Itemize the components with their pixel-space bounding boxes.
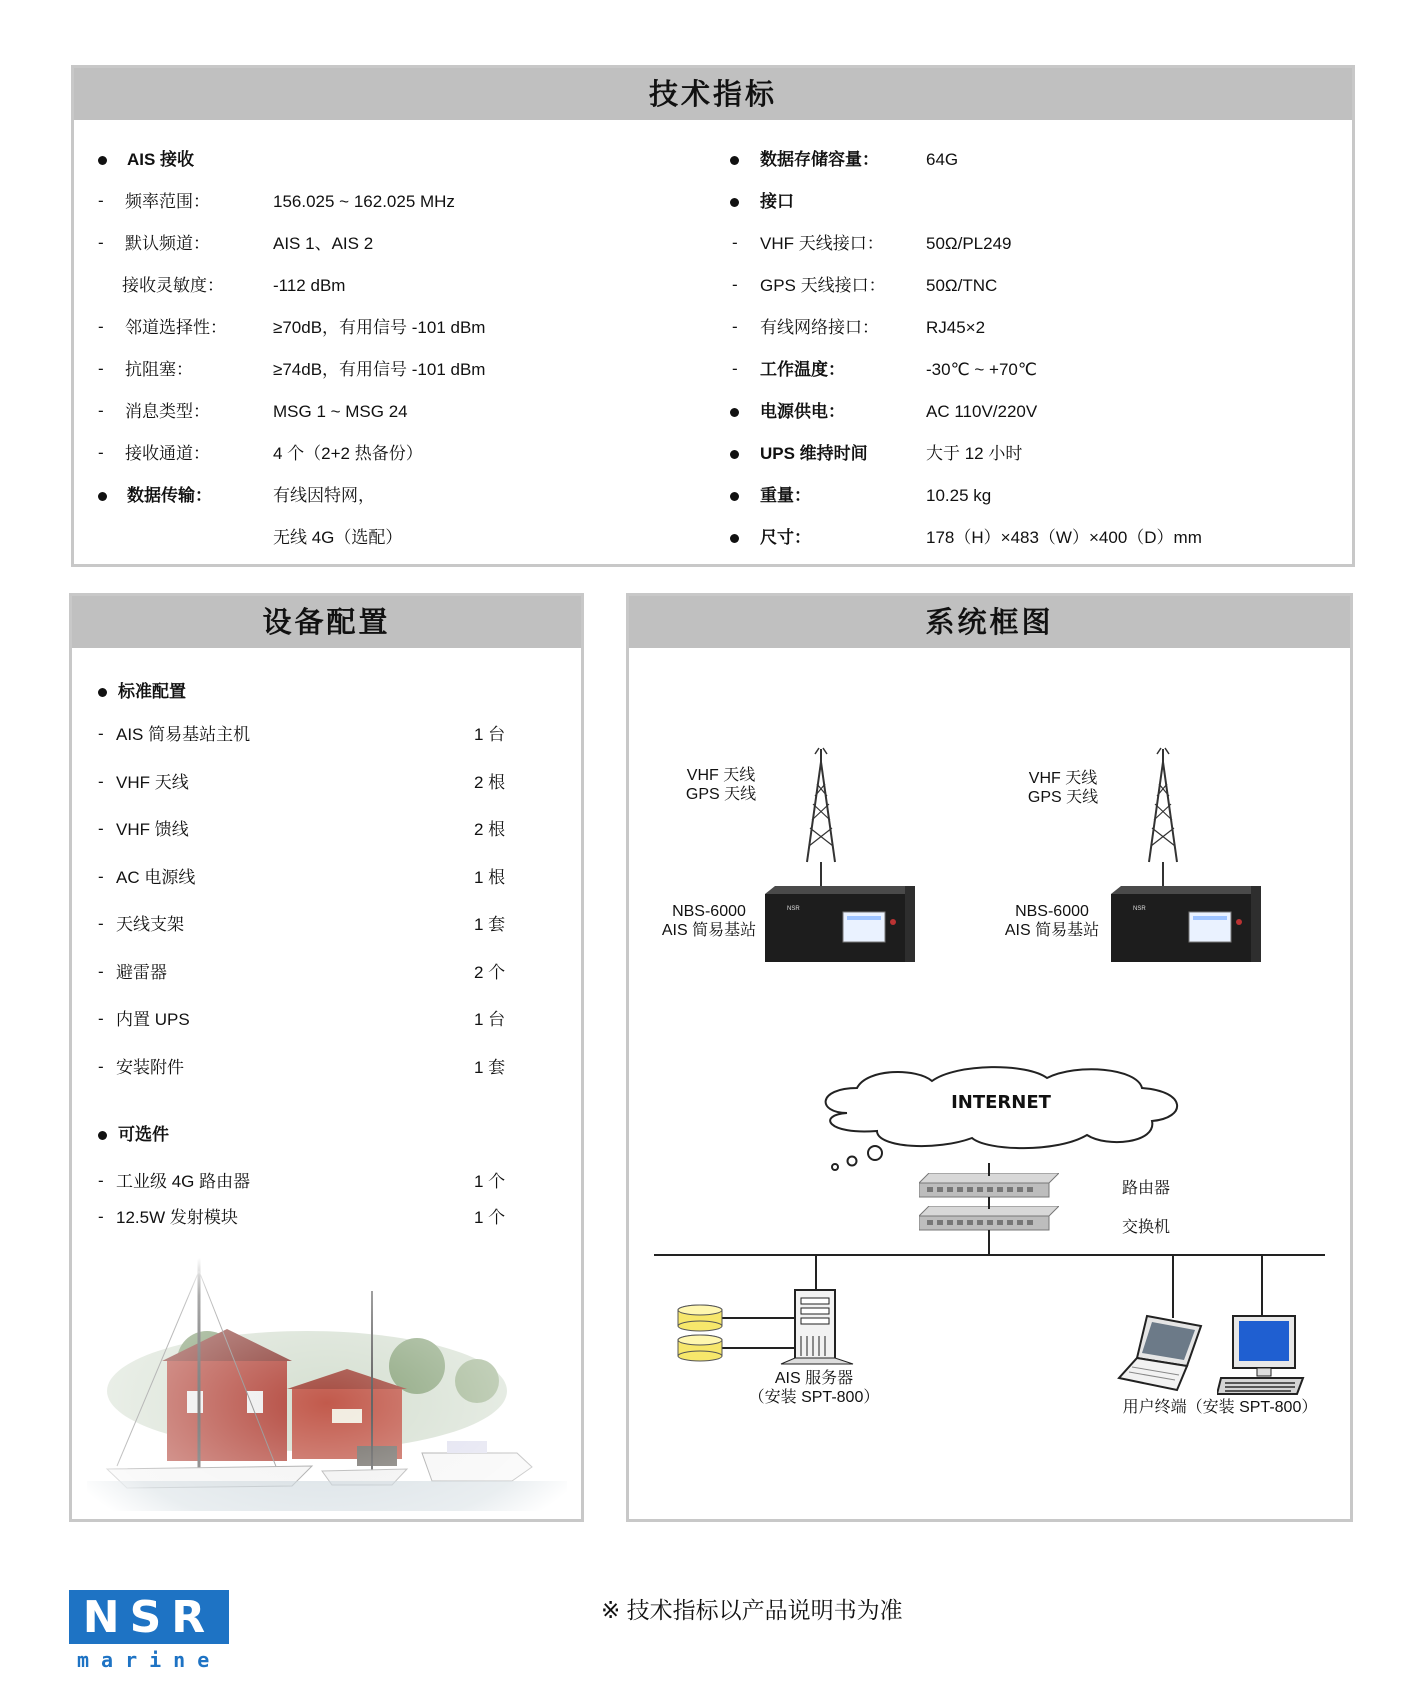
footer-note: ※ 技术指标以产品说明书为准 xyxy=(601,1597,903,1623)
chan-value: AIS 1、AIS 2 xyxy=(273,234,374,253)
sens-value: -112 dBm xyxy=(273,276,346,295)
config-item-qty: 2 根 xyxy=(474,772,506,792)
bullet xyxy=(730,408,739,417)
station-label-name: AIS 简易基站 xyxy=(1004,922,1100,939)
config-item-qty: 1 个 xyxy=(474,1172,506,1191)
gps-value: 50Ω/TNC xyxy=(926,276,998,295)
config-item-qty: 1 台 xyxy=(474,1010,506,1029)
dash: - xyxy=(98,1009,104,1028)
config-item-name: 天线支架 xyxy=(116,915,184,934)
power-value: AC 110V/220V xyxy=(926,402,1038,421)
bullet xyxy=(730,156,739,165)
database-icon xyxy=(675,1334,725,1362)
config-item-name: AIS 简易基站主机 xyxy=(116,725,251,744)
station-label-model: NBS-6000 xyxy=(1015,903,1089,920)
power-label: 电源供电： xyxy=(760,402,845,421)
config-item-name: 安装附件 xyxy=(116,1057,184,1077)
dash: - xyxy=(98,1171,104,1190)
dash: - xyxy=(98,401,104,420)
dash: - xyxy=(98,866,104,886)
dash: - xyxy=(98,724,104,743)
svg-text:NSR: NSR xyxy=(1133,906,1146,912)
tech-specs-title: 技术指标 xyxy=(74,68,1352,120)
switch-icon xyxy=(919,1206,1059,1232)
bullet xyxy=(730,534,739,543)
config-item-name: 工业级 4G 路由器 xyxy=(116,1172,251,1191)
ups-value: 大于 12 小时 xyxy=(926,444,1023,463)
weight-label: 重量： xyxy=(760,486,811,505)
bullet xyxy=(98,156,107,165)
dash: - xyxy=(732,359,738,378)
config-item-name: 12.5W 发射模块 xyxy=(116,1208,238,1227)
bullet xyxy=(730,198,739,207)
ais-rx-heading: AIS 接收 xyxy=(127,150,195,169)
dash: - xyxy=(98,191,104,210)
router-icon xyxy=(919,1173,1059,1199)
equipment-panel xyxy=(69,593,584,1522)
bullet xyxy=(730,450,739,459)
harbour-photo xyxy=(87,1241,567,1511)
antenna-label-vhf: VHF 天线 xyxy=(1028,770,1098,787)
temp-value: -30℃ ~ +70℃ xyxy=(926,360,1037,379)
trans-value-2: 无线 4G（选配） xyxy=(273,528,403,547)
std-config-heading: 标准配置 xyxy=(118,682,186,701)
station-label-model: NBS-6000 xyxy=(672,903,746,920)
dash: - xyxy=(732,233,738,252)
weight-value: 10.25 kg xyxy=(926,486,992,505)
msg-value: MSG 1 ~ MSG 24 xyxy=(273,402,408,421)
net-label: 有线网络接口： xyxy=(760,318,879,337)
dash: - xyxy=(732,275,738,294)
dash: - xyxy=(98,819,104,838)
freq-value: 156.025 ~ 162.025 MHz xyxy=(273,192,455,211)
dash: - xyxy=(98,771,104,791)
vhf-label: VHF 天线接口： xyxy=(760,234,884,253)
nsr-marine-logo xyxy=(69,1590,229,1674)
adj-value: ≥70dB，有用信号 -101 dBm xyxy=(273,318,486,337)
gps-label: GPS 天线接口： xyxy=(760,276,886,295)
config-item-qty: 1 根 xyxy=(474,867,506,887)
server-sublabel: （安装 SPT-800） xyxy=(748,1389,880,1406)
config-item-qty: 2 根 xyxy=(474,820,506,839)
adj-label: 邻道选择性： xyxy=(125,318,227,337)
config-item-qty: 1 套 xyxy=(474,1057,506,1077)
config-item-name: 内置 UPS xyxy=(116,1010,190,1029)
base-station-device-icon xyxy=(1111,886,1261,962)
equipment-title: 设备配置 xyxy=(72,596,581,648)
user-terminal-label: 用户终端（安装 SPT-800） xyxy=(1122,1399,1318,1416)
config-item-qty: 1 个 xyxy=(474,1208,506,1227)
internet-cloud-icon xyxy=(807,1063,1197,1173)
dash: - xyxy=(98,233,104,252)
size-label: 尺寸： xyxy=(760,528,811,547)
trans-label: 数据传输： xyxy=(127,486,212,505)
config-item-qty: 1 套 xyxy=(474,915,506,934)
station-label-name: AIS 简易基站 xyxy=(661,922,757,939)
vhf-value: 50Ω/PL249 xyxy=(926,234,1012,253)
config-item-name: VHF 馈线 xyxy=(116,820,189,839)
freq-label: 频率范围： xyxy=(125,192,210,211)
bullet xyxy=(98,492,107,501)
dash: - xyxy=(98,961,104,981)
sens-label: 接收灵敏度： xyxy=(122,276,224,295)
router-label: 路由器 xyxy=(1122,1180,1171,1197)
dash: - xyxy=(98,359,104,378)
dash: - xyxy=(98,317,104,336)
server-label: AIS 服务器 xyxy=(774,1370,854,1387)
dash: - xyxy=(732,317,738,336)
base-station-device-icon xyxy=(765,886,915,962)
server-icon xyxy=(777,1286,857,1366)
tech-specs-panel xyxy=(71,65,1355,567)
laptop-icon xyxy=(1117,1312,1207,1392)
storage-value: 64G xyxy=(926,150,959,169)
logo-bottom: marine xyxy=(77,1648,222,1672)
internet-label: INTERNET xyxy=(951,1092,1051,1113)
diagram-panel xyxy=(626,593,1353,1522)
database-icon xyxy=(675,1304,725,1332)
bullet xyxy=(730,492,739,501)
antenna-label-gps: GPS 天线 xyxy=(685,786,757,803)
net-value: RJ45×2 xyxy=(926,318,986,337)
storage-label: 数据存储容量： xyxy=(760,150,879,169)
chan-label: 默认频道： xyxy=(125,234,210,253)
temp-label: 工作温度： xyxy=(760,360,845,379)
rxch-value: 4 个（2+2 热备份） xyxy=(273,444,423,463)
dash: - xyxy=(98,443,104,462)
dash: - xyxy=(98,1056,104,1076)
switch-label: 交换机 xyxy=(1122,1219,1171,1236)
msg-label: 消息类型： xyxy=(125,402,210,421)
bullet xyxy=(98,1131,107,1140)
iface-heading: 接口 xyxy=(760,192,794,211)
block-value: ≥74dB，有用信号 -101 dBm xyxy=(273,360,486,379)
antenna-label-vhf: VHF 天线 xyxy=(686,767,756,784)
dash: - xyxy=(98,914,104,933)
config-item-name: 避雷器 xyxy=(116,962,167,982)
block-label: 抗阻塞： xyxy=(125,360,193,379)
rxch-label: 接收通道： xyxy=(125,444,210,463)
config-item-qty: 2 个 xyxy=(474,962,506,982)
antenna-label-gps: GPS 天线 xyxy=(1027,789,1099,806)
trans-value-1: 有线因特网， xyxy=(273,486,375,505)
desktop-computer-icon xyxy=(1217,1312,1307,1398)
bullet xyxy=(98,688,107,697)
diagram-title: 系统框图 xyxy=(629,596,1350,648)
dash: - xyxy=(98,1207,104,1226)
config-item-qty: 1 台 xyxy=(474,725,506,744)
size-value: 178（H）×483（W）×400（D）mm xyxy=(926,528,1202,547)
antenna-tower-icon xyxy=(791,744,851,894)
optional-heading: 可选件 xyxy=(118,1125,169,1144)
config-item-name: VHF 天线 xyxy=(116,772,189,792)
logo-top: NSR xyxy=(69,1590,229,1644)
config-item-name: AC 电源线 xyxy=(116,867,196,887)
ups-label: UPS 维持时间 xyxy=(760,444,868,463)
antenna-tower-icon xyxy=(1133,744,1193,894)
svg-text:NSR: NSR xyxy=(787,906,800,912)
